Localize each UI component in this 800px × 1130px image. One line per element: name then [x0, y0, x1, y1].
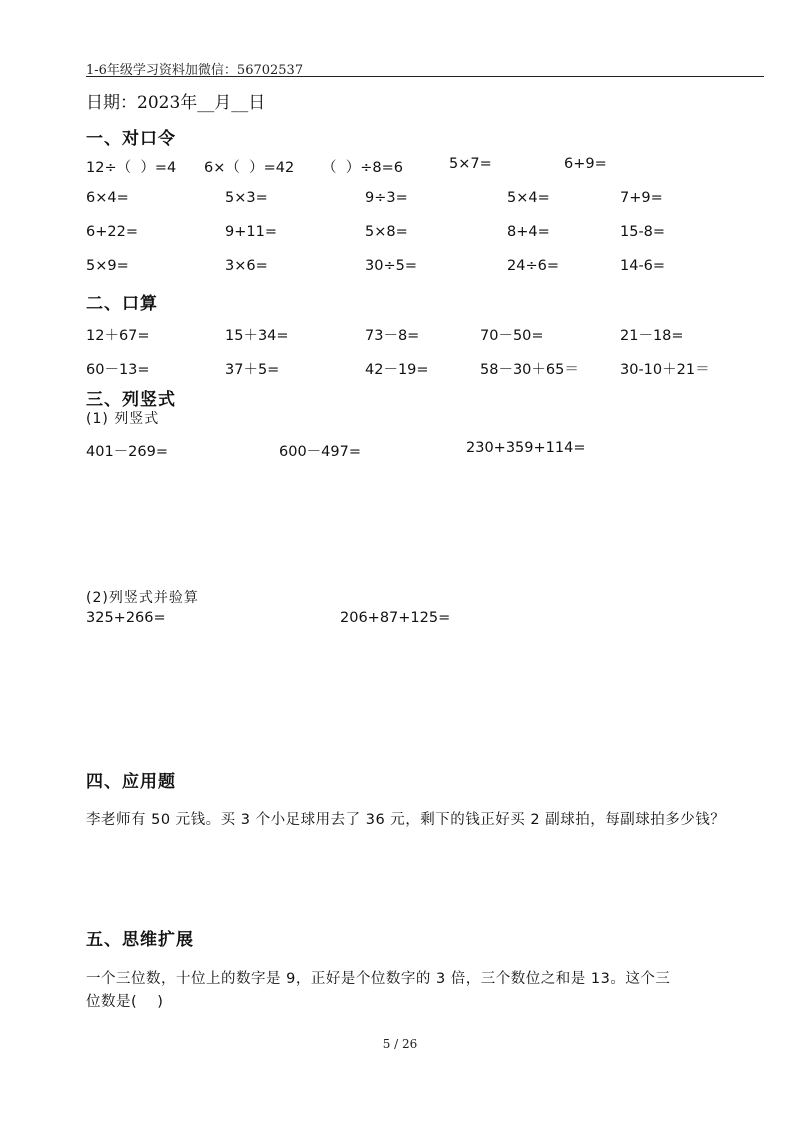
- problem: 9+11=: [225, 224, 277, 240]
- problem: 3×6=: [225, 258, 268, 274]
- section1-row-4: [0, 258, 800, 278]
- problem: 6+9=: [564, 156, 607, 172]
- problem: 14-6=: [620, 258, 666, 274]
- problem: 325+266=: [86, 610, 166, 626]
- problem: 70－50=: [480, 328, 544, 344]
- problem: 12＋67=: [86, 328, 150, 344]
- problem: 600－497=: [279, 444, 362, 460]
- problem: 206+87+125=: [340, 610, 451, 626]
- section-title-vertical-calc: 三、列竖式: [86, 390, 176, 410]
- problem: 15-8=: [620, 224, 666, 240]
- problem: 15＋34=: [225, 328, 289, 344]
- subsection-label-2: (2)列竖式并验算: [86, 590, 199, 606]
- section3-part1-row: [0, 440, 800, 460]
- word-problem-text: 李老师有 50 元钱。买 3 个小足球用去了 36 元，剩下的钱正好买 2 副球拍，每副球拍多少钱？: [86, 812, 726, 828]
- problem: 5×4=: [507, 190, 550, 206]
- problem: 8+4=: [507, 224, 550, 240]
- section-title-mental-math: 二、口算: [86, 294, 158, 314]
- subsection-label-1: (1) 列竖式: [86, 411, 160, 427]
- problem: 30÷5=: [365, 258, 417, 274]
- problem: 21－18=: [620, 328, 684, 344]
- problem: 30-10＋21＝: [620, 362, 710, 378]
- document-header: 1-6年级学习资料加微信：56702537: [86, 63, 304, 78]
- problem: 6+22=: [86, 224, 138, 240]
- problem: 6×4=: [86, 190, 129, 206]
- date-line: 日期：2023年__月__日: [86, 93, 266, 113]
- problem: 401－269=: [86, 444, 169, 460]
- problem: 7+9=: [620, 190, 663, 206]
- problem: 5×8=: [365, 224, 408, 240]
- problem: 6×（ ）=42: [204, 160, 295, 176]
- problem: 24÷6=: [507, 258, 559, 274]
- problem: 9÷3=: [365, 190, 408, 206]
- header-divider: [86, 76, 764, 77]
- section-title-word-problem: 四、应用题: [86, 772, 176, 792]
- section2-row-1: [0, 324, 800, 344]
- section1-row-1: [0, 156, 800, 176]
- section1-row-3: [0, 224, 800, 244]
- problem: 12÷（ ）=4: [86, 160, 177, 176]
- problem: 5×7=: [449, 156, 492, 172]
- problem: 42－19=: [365, 362, 429, 378]
- problem: （ ）÷8=6: [322, 160, 403, 176]
- problem: 37＋5=: [225, 362, 280, 378]
- section-title-oral-drill: 一、对口令: [86, 129, 176, 149]
- section-title-thinking-extension: 五、思维扩展: [86, 930, 194, 950]
- section2-row-2: [0, 358, 800, 378]
- problem: 230+359+114=: [466, 440, 586, 456]
- problem: 60－13=: [86, 362, 150, 378]
- section1-row-2: [0, 190, 800, 210]
- problem: 58－30＋65＝: [480, 362, 579, 378]
- problem: 5×3=: [225, 190, 268, 206]
- section3-part2-row: [0, 610, 800, 630]
- problem: 73－8=: [365, 328, 420, 344]
- extension-problem-line-2: 位数是( ): [86, 994, 164, 1010]
- page-number: 5 / 26: [382, 1037, 418, 1051]
- extension-problem-line-1: 一个三位数，十位上的数字是 9，正好是个位数字的 3 倍，三个数位之和是 13。这个三: [86, 971, 671, 987]
- problem: 5×9=: [86, 258, 129, 274]
